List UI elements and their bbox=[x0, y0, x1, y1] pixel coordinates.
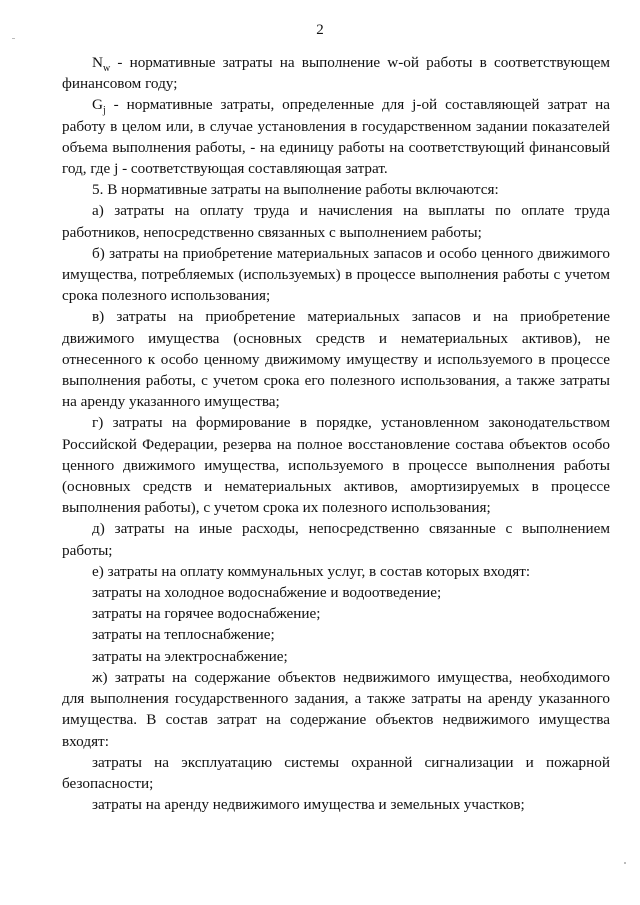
paragraph-item-g: г) затраты на формирование в порядке, установленном законодательством Российской Федерации, резерва на полное восстановление состава объектов особо ценного движимого имущества, используемого в процессе выполнения работы (основных средств и нематериальных активов, амортизируемых в процессе выполнения работы), с учетом срока их полезного использования; bbox=[62, 414, 610, 517]
paragraph-item-zh: ж) затраты на содержание объектов недвижимого имущества, необходимого для выполнения государственного задания, а также затраты на аренду указанного имущества. В состав затрат на содержание объектов недвижимого имущества входят: bbox=[62, 668, 610, 750]
page-number: 2 bbox=[316, 22, 324, 38]
paragraph-item-v: в) затраты на приобретение материальных запасов и на приобретение движимого имущества (основных средств и нематериальных активов), не отнесенного к особо ценному движимому имуществу и используемого в процессе выполнения работы, с учетом срока его полезного использования, а также затраты на аренду указанного имущества; bbox=[62, 308, 610, 411]
symbol-letter: N bbox=[92, 54, 103, 71]
symbol-subscript: j bbox=[102, 105, 106, 117]
symbol-letter: G bbox=[92, 96, 103, 114]
scan-artifact bbox=[624, 862, 626, 864]
paragraph-item-e: е) затраты на оплату коммунальных услуг, в состав которых входят: bbox=[92, 562, 531, 580]
symbol-gj bbox=[92, 96, 106, 117]
paragraph-item-5: 5. В нормативные затраты на выполнение работы включаются: bbox=[92, 181, 499, 199]
symbol-nw bbox=[92, 54, 111, 75]
definition-nw bbox=[62, 52, 610, 94]
definition-text: - нормативные затраты, определенные для j-ой составляющей затрат на работу в целом или, в случае установления в государственном задании показателей объема выполнения работы, - на единицу работы на соответствующий финансовый год, где j - соответствующая составляющая затрат. bbox=[62, 96, 610, 178]
paragraph-item-a: а) затраты на оплату труда и начисления на выплаты по оплате труда работников, непосредственно связанных с выполнением работы; bbox=[62, 202, 610, 241]
document-body bbox=[62, 52, 610, 815]
paragraph-utility-electricity: затраты на электроснабжение; bbox=[92, 647, 288, 665]
paragraph-security-systems: затраты на эксплуатацию системы охранной сигнализации и пожарной безопасности; bbox=[62, 753, 610, 792]
paragraph-utility-cold-water: затраты на холодное водоснабжение и водоотведение; bbox=[92, 584, 442, 602]
definition-gj bbox=[62, 94, 610, 179]
paragraph-utility-heating: затраты на теплоснабжение; bbox=[92, 626, 275, 644]
definition-text: - нормативные затраты на выполнение w-ой работы в соответствующем финансовом году; bbox=[62, 54, 610, 93]
paragraph-utility-hot-water: затраты на горячее водоснабжение; bbox=[92, 605, 321, 623]
symbol-subscript: w bbox=[102, 63, 111, 75]
paragraph-item-b: б) затраты на приобретение материальных запасов и особо ценного движимого имущества, потребляемых (используемых) в процессе выполнения работы с учетом срока полезного использования; bbox=[62, 244, 610, 305]
paragraph-item-d: д) затраты на иные расходы, непосредственно связанные с выполнением работы; bbox=[62, 520, 610, 559]
paragraph-rent-property: затраты на аренду недвижимого имущества и земельных участков; bbox=[92, 796, 525, 814]
